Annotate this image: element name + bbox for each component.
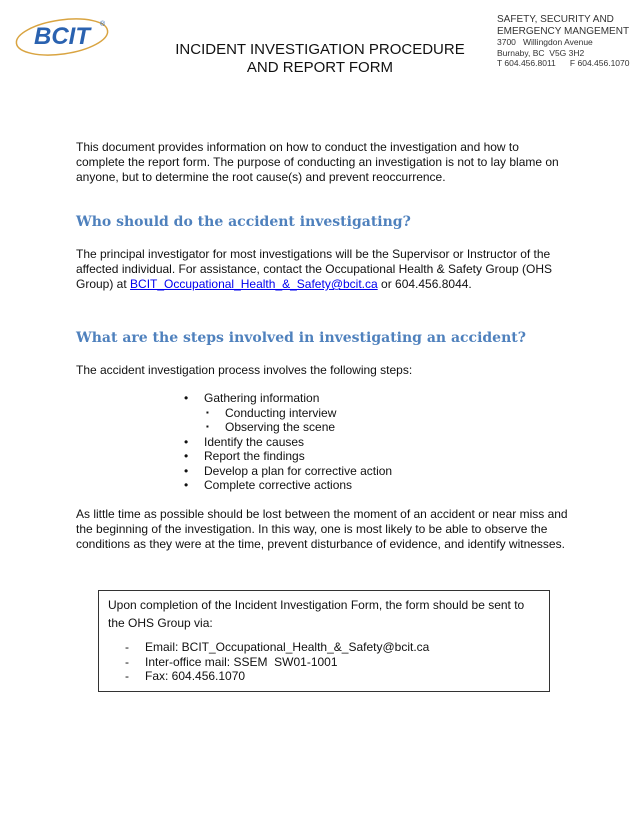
submission-info-box	[98, 590, 550, 692]
list-item: • Identify the causes	[176, 435, 392, 450]
ohs-email-link[interactable]: BCIT_Occupational_Health_&_Safety@bcit.ca	[130, 277, 378, 291]
section-heading-steps: What are the steps involved in investigating an accident?	[76, 330, 526, 346]
bcit-logo	[14, 14, 112, 58]
interoffice-method: Inter-office mail: SSEM SW01-1001	[145, 654, 338, 669]
list-item: • Complete corrective actions	[176, 478, 392, 493]
list-item: - Fax: 604.456.1070	[125, 669, 246, 683]
section1-paragraph	[76, 247, 566, 292]
list-item: • Report the findings	[176, 449, 392, 464]
section1-phone: or 604.456.8044.	[377, 277, 472, 291]
address-line-2: Burnaby, BC V5G 3H2	[497, 47, 585, 58]
list-item: • Gathering information	[176, 391, 392, 406]
title-line-2: AND REPORT FORM	[246, 59, 394, 76]
submission-methods	[125, 640, 429, 684]
phone-fax: T 604.456.8011 F 604.456.1070	[497, 58, 630, 68]
title-line-1: INCIDENT INVESTIGATION PROCEDURE	[175, 41, 465, 58]
fax-method: Fax: 604.456.1070	[145, 669, 246, 683]
dept-line-2: EMERGENCY MANGEMENT	[497, 25, 630, 37]
list-item: - Email: BCIT_Occupational_Health_&_Safety@bcit.ca	[125, 640, 430, 654]
list-item: - Inter-office mail: SSEM SW01-1001	[125, 654, 338, 669]
email-method: Email: BCIT_Occupational_Health_&_Safety@bcit.ca	[145, 640, 430, 654]
section1-text: The principal investigator for most investigations will be the Supervisor or Instructor of the affected individual. For assistance, contact the Occupational Health & Safety Group (OHS Group) at	[76, 247, 553, 291]
intro-paragraph: This document provides information on how to conduct the investigation and how to complete the report form. The purpose of conducting an investigation is not to lay blame on anyone, but to determine the root cause(s) and prevent reoccurrence.	[76, 140, 559, 184]
section-heading-who: Who should do the accident investigating?	[76, 214, 411, 230]
svg-text:BCIT: BCIT	[34, 23, 90, 50]
box-text: Upon completion of the Incident Investigation Form, the form should be sent to the OHS Group via:	[108, 598, 525, 630]
list-item: ▪ Conducting interview	[176, 406, 392, 421]
list-item: ▪ Observing the scene	[176, 420, 392, 435]
address-line-1: 3700 Willingdon Avenue	[497, 37, 593, 47]
steps-lead: The accident investigation process involves the following steps:	[76, 363, 413, 377]
document-title	[160, 41, 480, 77]
department-address	[497, 14, 630, 69]
dept-line-1: SAFETY, SECURITY AND	[497, 14, 614, 25]
steps-list	[176, 391, 392, 493]
svg-text:®: ®	[100, 21, 106, 28]
list-item: • Develop a plan for corrective action	[176, 464, 392, 479]
closing-paragraph: As little time as possible should be lost between the moment of an accident or near miss and the beginning of the investigation. In this way, one is most likely to be able to observe the conditions as they were at the time, prevent disturbance of evidence, and identify witnesses.	[76, 507, 568, 551]
